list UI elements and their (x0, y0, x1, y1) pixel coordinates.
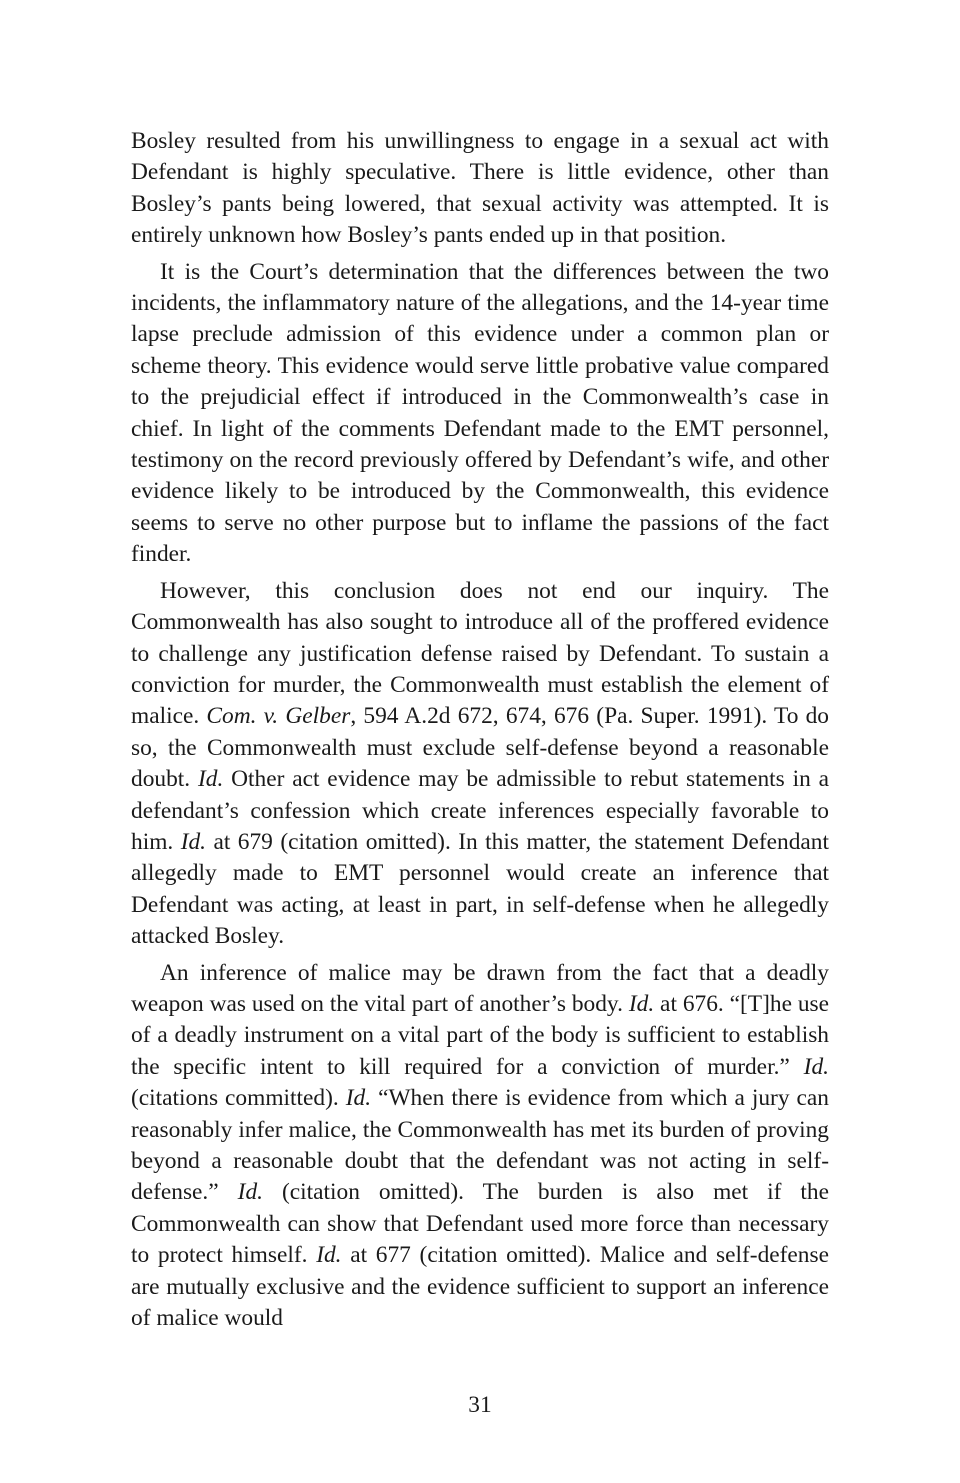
paragraph-text: at 677 (citation omitted). Malice and self-defense are mutually exclusive and the evidence sufficient to support an inference of malice would (131, 1242, 829, 1332)
paragraph-text: “When there is evidence from which a jury can reasonably infer malice, the Commonwealth has met its burden of proving beyond a reasonable doubt that the defendant was not acting in self-defense.” (131, 1085, 829, 1206)
paragraph-text: , 594 A.2d 672, 674, 676 (Pa. Super. 1991). To do so, the Commonwealth must exclude self-defense beyond a reasonable doubt. (131, 703, 829, 793)
paragraph-text: at 676. “[T]he use of a deadly instrument on a vital part of the body is sufficient to establish the specific intent to kill required for a conviction of murder.” (131, 990, 830, 1080)
paragraph-text: However, this conclusion does not end our inquiry. The Commonwealth has also sought to introduce all of the proffered evidence to challenge any justification defense raised by Defendant. To sustain a conviction for murder, the Commonwealth must establish the element of malice. (131, 577, 829, 730)
paragraph-text: It is the Court’s determination that the differences between the two incidents, the inflammatory nature of the allegations, and the 14-year time lapse preclude admission of this evidence under a common plan or scheme theory. This evidence would serve little probative value compared to the prejudicial effect if introduced in the Commonwealth’s case in chief. In light of the comments Defendant made to the EMT personnel, testimony on the record previously offered by Defendant’s wife, and other evidence likely to be introduced by the Commonwealth, this evidence seems to serve no other purpose but to inflame the passions of the fact finder. (131, 258, 829, 568)
paragraph-text: Other act evidence may be admissible to rebut statements in a defendant’s confession which create inferences especially favorable to him. (131, 766, 830, 855)
case-citation: Id. (180, 828, 207, 855)
case-citation: Id. (237, 1179, 263, 1206)
body-text (131, 126, 829, 1334)
case-citation: Id. (628, 990, 655, 1017)
paragraph-text: An inference of malice may be drawn from the fact that a deadly weapon was used on the vital part of another’s body. (131, 959, 829, 1017)
paragraph-3 (131, 576, 829, 953)
case-citation: Id. (316, 1242, 342, 1269)
case-citation: Id. (345, 1085, 372, 1112)
paragraph-1 (131, 126, 829, 252)
paragraph-2 (131, 257, 829, 571)
paragraph-text: at 679 (citation omitted). In this matter, the statement Defendant allegedly made to EMT personnel would create an inference that Defendant was acting, at least in part, in self-defense when he allegedly attacked Bosley. (131, 828, 829, 950)
case-citation: Id. (197, 766, 224, 793)
paragraph-text: Bosley resulted from his unwillingness to engage in a sexual act with Defendant is highly speculative. There is little evidence, other than Bosley’s pants being lowered, that sexual activity was attempted. It is entirely unknown how Bosley’s pants ended up in that position. (131, 128, 829, 249)
page-body (131, 126, 829, 1334)
paragraph-text: (citation omitted). The burden is also met if the Commonwealth can show that Defendant used more force than necessary to protect himself. (131, 1179, 830, 1269)
case-citation: Id. (803, 1053, 829, 1080)
case-citation: Com. v. Gelber (206, 703, 351, 730)
page-number: 31 (468, 1392, 492, 1418)
paragraph-text: (citations committed). (131, 1085, 346, 1112)
paragraph-4 (131, 958, 829, 1335)
